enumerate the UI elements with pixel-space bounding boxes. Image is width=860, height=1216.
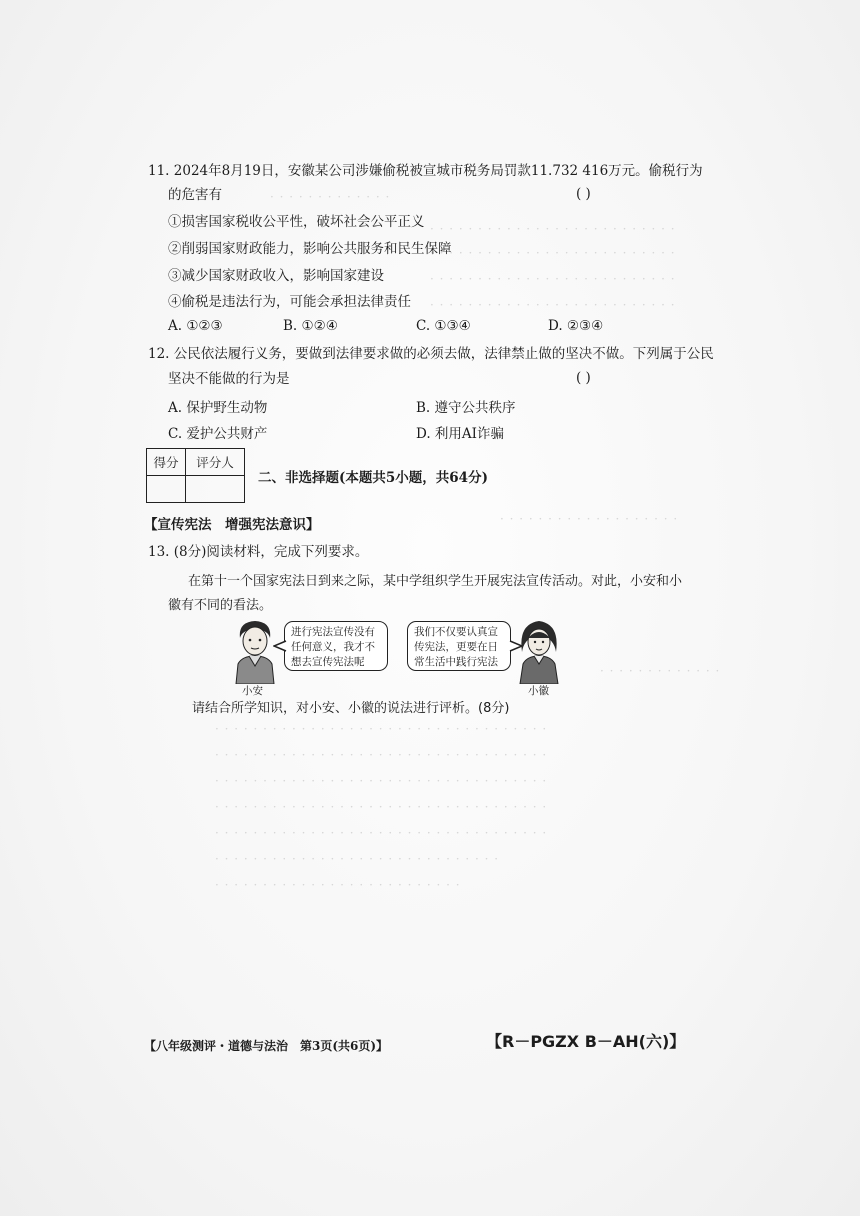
q11-item-3: ③减少国家财政收入，影响国家建设	[168, 268, 384, 284]
q13-material-line2: 徽有不同的看法。	[168, 598, 273, 613]
q12-option-c: C. 爱护公共财产	[168, 426, 268, 442]
score-header: 得分	[147, 449, 186, 476]
q12-option-b: B. 遵守公共秩序	[416, 400, 516, 416]
girl-illustration	[514, 618, 564, 684]
q11-option-b: B. ①②④	[283, 318, 338, 334]
footer-exam-code: 【R－PGZX B－AH(六)】	[486, 1032, 686, 1051]
q11-item-1: ①损害国家税收公平性，破坏社会公平正义	[168, 214, 425, 230]
q12-option-d: D. 利用AI诈骗	[416, 426, 505, 442]
name-left: 小安	[242, 685, 263, 697]
q11-answer-blank: ( )	[576, 186, 591, 202]
q11-item-2: ②削弱国家财政能力，影响公共服务和民生保障	[168, 241, 452, 257]
q11-item-4: ④偷税是违法行为，可能会承担法律责任	[168, 294, 411, 310]
grader-cell[interactable]	[186, 476, 245, 503]
q13-material-line1: 在第十一个国家宪法日到来之际，某中学组织学生开展宪法宣传活动。对此，小安和小	[188, 574, 683, 589]
q13-header: 13. (8分)阅读材料，完成下列要求。	[148, 544, 369, 560]
footer-page-info: 【八年级测评・道德与法治 第3页(共6页)】	[144, 1039, 389, 1053]
speech-tail-left	[273, 640, 287, 652]
q11-option-a: A. ①②③	[168, 318, 223, 334]
q12-answer-blank: ( )	[576, 370, 591, 386]
q13-task: 请结合所学知识，对小安、小徽的说法进行评析。(8分)	[192, 701, 510, 716]
name-right: 小徽	[528, 685, 549, 697]
q12-stem-line2: 坚决不能做的行为是	[168, 371, 290, 387]
speech-bubble-right: 我们不仅要认真宣传宪法，更要在日常生活中践行宪法	[407, 621, 511, 671]
score-cell[interactable]	[147, 476, 186, 503]
q13-answer-area[interactable]	[148, 724, 658, 924]
q12-stem-line1: 12. 公民依法履行义务，要做到法律要求做的必须去做，法律禁止做的坚决不做。下列属于公民	[148, 346, 714, 362]
q11-stem-line2: 的危害有	[168, 187, 222, 203]
q11-stem-line1: 11. 2024年8月19日，安徽某公司涉嫌偷税被宣城市税务局罚款11.732 416万元。偷税行为	[148, 163, 703, 179]
section2-title: 二、非选择题(本题共5小题，共64分)	[258, 470, 488, 486]
grader-header: 评分人	[186, 449, 245, 476]
theme-title: 【宣传宪法 增强宪法意识】	[144, 517, 320, 533]
q12-option-a: A. 保护野生动物	[168, 400, 268, 416]
q11-option-d: D. ②③④	[548, 318, 604, 334]
score-table	[146, 448, 245, 503]
speech-bubble-left: 进行宪法宣传没有任何意义，我才不想去宣传宪法呢	[284, 621, 388, 671]
q11-option-c: C. ①③④	[416, 318, 471, 334]
exam-page: · · · · · · · · · · · · · · · · · · · · · · · · · · · · · · · · · · · · · · · · · · · · · · · · · · · · · · · · · · · · · · · · · · · · · · · · · · · · · · · · · · · · · · · · · · · · · · · · · · · · · · · · · · · · · · · · · · · · · · · · · · · · · · · · · · · · · · · · · · · · · · · · · · · · · · · · · · · · · · · · · · · · · · · · · · · · · · · · · · · · · · · · · · · · · · · · · · · · · · · · · · · · · · · · · · · · · · · · · · · · · · · · · · · · · · · · · · · · · · · · · · · · · · · · · · · · · · · · · · · · · · · · · · · · · · · · · · · · · · · · · · · · · · · · · · · · · · · · · · · · · · · · · · · · · · · · · · · · · · · · · · · · · · · · · · · · · · · · · · · · · · · · · · · · · · · · · · · · · · · · · · · · · · · · · · · · · · · · · · · · 11. 2024年8月19日，安徽某公司涉嫌偷税被宣城市税务局罚款11.732 416万元。偷税行为 的危害有 ( ) ①损害国家税收公平性，破坏社会公平正义 ②削弱国家财政能力，影响公共服务和民生保障 ③减少国家财政收入，影响国家建设 ④偷税是违法行为，可能会承担法律责任 A. ①②③ B. ①②④ C. ①③④ D. ②③④ 12. 公民依法履行义务，要做到法律要求做的必须去做，法律禁止做的坚决不做。下列属于公民 坚决不能做的行为是 ( ) A. 保护野生动物 B. 遵守公共秩序 C. 爱护公共财产 D. 利用AI诈骗 得分 评分人 二、非选择题(本题共5小题，共64分) 【宣传宪法 增强宪法意识】 13. (8分)阅读材料，完成下列要求。 在第十一个国家宪法日到来之际，某中学组织学生开展宪法宣传活动。对此，小安和小 徽有不同的看法。 小安 进行宪法宣传没有任何意义，我才不想去宣传宪法呢 我们不仅要认真宣传宪法，更要在日常生活中践行宪法 小徽 请结合所学知识，对小安、小徽的说法进行评析。(8分) 【八年级测评・道德与法治 第3页(共6页)】 【R－PGZX B－AH(六)】	[0, 0, 860, 1216]
